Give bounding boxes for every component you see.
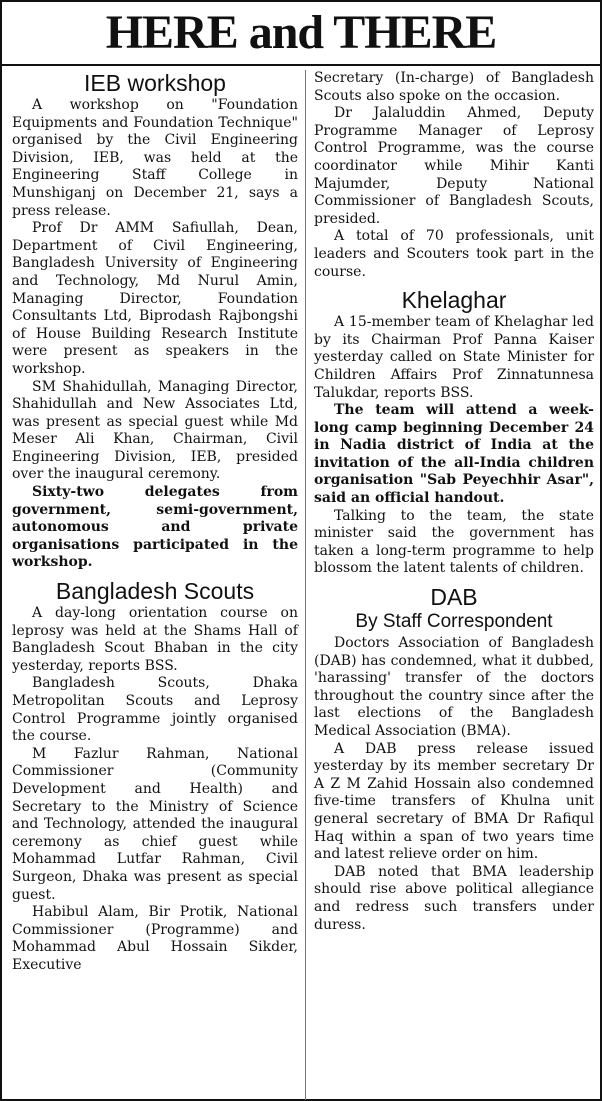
article-paragraph: A day-long orientation course on leprosy was held at the Shams Hall of Bangladesh Scout Bhaban in the city yesterday, reports BSS. — [12, 605, 298, 674]
article-paragraph: Doctors Association of Bangladesh (DAB) has condemned, what it dubbed, 'harassing' transfer of the doctors throughout the country since after the last elections of the Bangladesh Medical Association (BMA). — [314, 635, 594, 739]
article-ieb-workshop — [12, 70, 298, 572]
article-dab — [314, 584, 594, 934]
article-paragraph: M Fazlur Rahman, National Commissioner (Community Development and Health) and Secretary to the Ministry of Science and Technology, attended the inaugural ceremony as chief guest while Mohammad Lutfar Rahman, Civil Surgeon, Dhaka was present as special guest. — [12, 745, 298, 903]
left-column — [12, 70, 298, 975]
article-byline: By Staff Correspondent — [355, 611, 553, 633]
article-paragraph: A 15-member team of Khelaghar led by its Chairman Prof Panna Kaiser yesterday called on State Minister for Children Affairs Prof Zinnatunnesa Talukdar, reports BSS. — [314, 314, 594, 401]
article-paragraph: A DAB press release issued yesterday by its member secretary Dr A Z M Zahid Hossain also condemned five-time transfers of Khulna unit general secretary of BMA Dr Rafiqul Haq within a span of two years time and latest relieve order on him. — [314, 740, 594, 863]
article-khelaghar — [314, 287, 594, 578]
article-paragraph: A workshop on "Foundation Equipments and Foundation Technique" organised by the Civil Engineering Division, IEB, was held at the Engineering Staff College in Munshiganj on December 21, says a press release. — [12, 97, 298, 219]
article-bangladesh-scouts-continued — [314, 70, 594, 281]
article-paragraph: Bangladesh Scouts, Dhaka Metropolitan Scouts and Leprosy Control Programme jointly organised the course. — [12, 675, 298, 745]
article-paragraph: Secretary (In-charge) of Bangladesh Scouts also spoke on the occasion. — [314, 70, 594, 104]
article-paragraph: Sixty-two delegates from government, semi-government, autonomous and private organisations participated in the workshop. — [12, 484, 298, 571]
masthead-title: HERE and THERE — [105, 6, 497, 59]
article-heading: Bangladesh Scouts — [55, 578, 255, 605]
article-paragraph: SM Shahidullah, Managing Director, Shahidullah and New Associates Ltd, was present as special guest while Md Meser Ali Khan, Chairman, Civil Engineering Division, IEB, presided over the inaugural ceremony. — [12, 378, 298, 483]
article-paragraph: A total of 70 professionals, unit leaders and Scouters took part in the course. — [314, 228, 594, 280]
article-paragraph: Dr Jalaluddin Ahmed, Deputy Programme Manager of Leprosy Control Programme, was the course coordinator while Mihir Kanti Majumder, Deputy National Commissioner of Bangladesh Scouts, presided. — [314, 105, 594, 227]
article-heading: IEB workshop — [84, 70, 226, 96]
column-divider — [305, 70, 306, 1100]
article-paragraph: Talking to the team, the state minister said the government has taken a long-term programme to help blossom the latent talents of children. — [314, 507, 594, 577]
article-paragraph: Habibul Alam, Bir Protik, National Commissioner (Programme) and Mohammad Abul Hossain Sikder, Executive — [12, 904, 298, 973]
article-bangladesh-scouts — [12, 578, 298, 974]
article-heading: Khelaghar — [401, 287, 507, 314]
right-column — [314, 70, 594, 934]
article-heading: DAB — [430, 584, 478, 611]
masthead — [2, 2, 600, 66]
article-paragraph: DAB noted that BMA leadership should rise above political allegiance and redress such transfers under duress. — [314, 863, 594, 933]
article-paragraph: Prof Dr AMM Safiullah, Dean, Department of Civil Engineering, Bangladesh University of Engineering and Technology, Md Nurul Amin, Managing Director, Foundation Consultants Ltd, Biprodash Rajbongshi of House Building Research Institute were present as speakers in the workshop. — [12, 220, 298, 377]
article-paragraph: The team will attend a week-long camp beginning December 24 in Nadia district of India at the invitation of the all-India children organisation "Sab Peyechhir Asar", said an official handout. — [314, 402, 594, 507]
